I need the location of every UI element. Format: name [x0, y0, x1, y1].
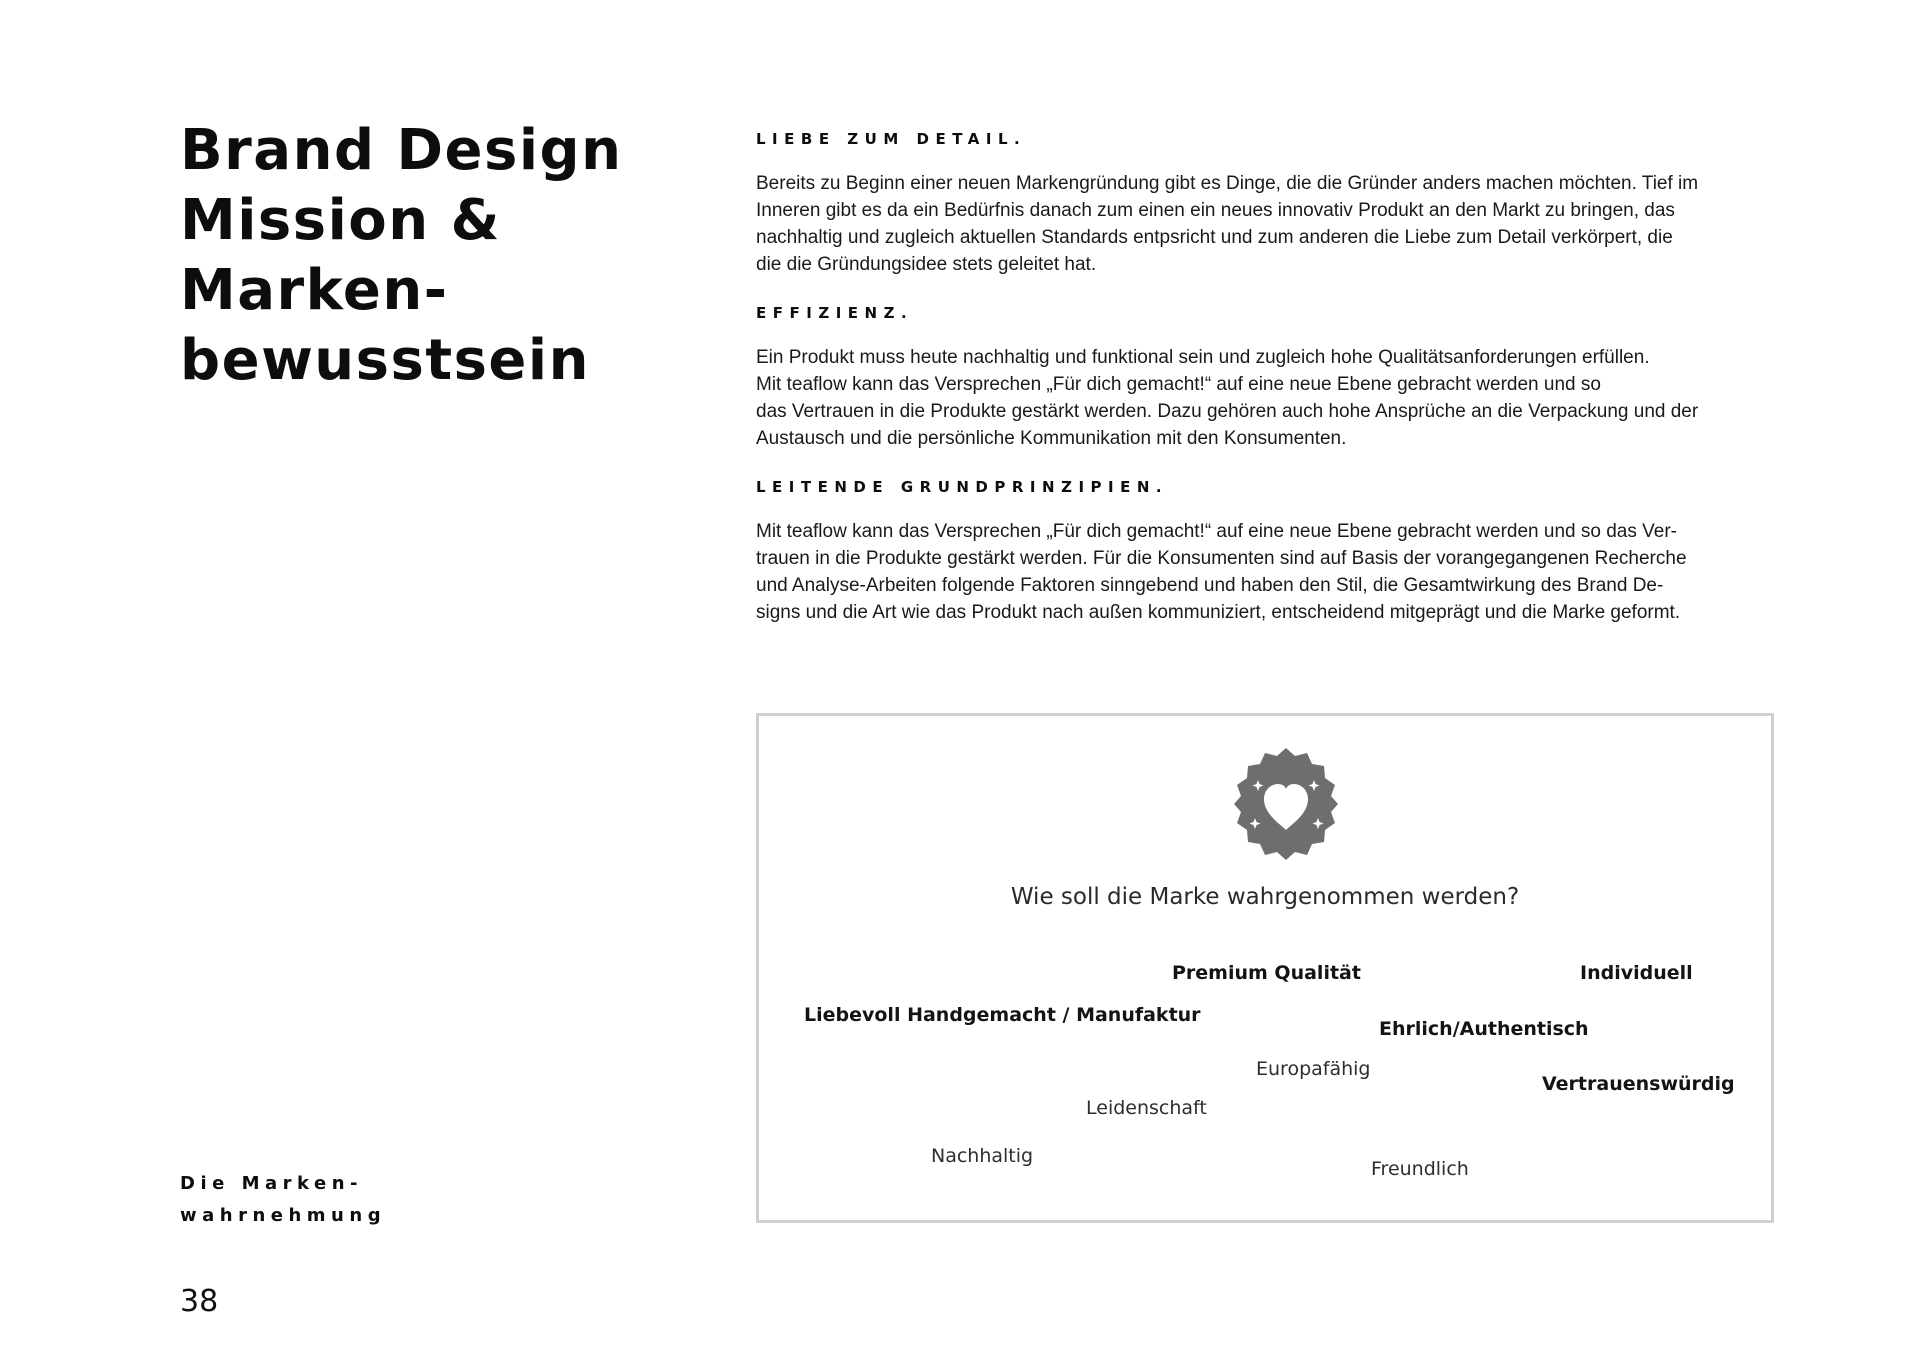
attribute-nachhaltig: Nachhaltig [931, 1145, 1034, 1167]
section-paragraph [756, 518, 1780, 626]
section-leitende-grundprinzipien [756, 478, 1780, 626]
paragraph-line: signs und die Art wie das Produkt nach außen kommuniziert, entscheidend mitgeprägt und die Marke geformt. [756, 602, 1681, 623]
page-title-line: Mission & [180, 188, 501, 253]
section-label [180, 1168, 386, 1232]
section-heading: LEITENDE GRUNDPRINZIPIEN. [756, 478, 1169, 496]
attribute-individuell: Individuell [1580, 962, 1693, 984]
paragraph-line: die die Gründungsidee stets geleitet hat. [756, 254, 1097, 275]
paragraph-line: trauen in die Produkte gestärkt werden. Für die Konsumenten sind auf Basis der vorangegangenen Recherche [756, 548, 1687, 569]
brand-perception-box [756, 713, 1774, 1223]
section-label-line: Die Marken- [180, 1173, 364, 1194]
page-title [180, 116, 700, 396]
paragraph-line: Bereits zu Beginn einer neuen Markengründung gibt es Dinge, die die Gründer anders machen möchten. Tief im [756, 173, 1699, 194]
paragraph-line: Ein Produkt muss heute nachhaltig und funktional sein und zugleich hohe Qualitätsanforderungen erfüllen. [756, 347, 1650, 368]
section-effizienz [756, 304, 1780, 452]
attribute-vertrauenswuerdig: Vertrauenswürdig [1542, 1073, 1735, 1095]
paragraph-line: Austausch und die persönliche Kommunikation mit den Konsumenten. [756, 428, 1347, 449]
attribute-ehrlich-authentisch: Ehrlich/Authentisch [1379, 1018, 1589, 1040]
paragraph-line: und Analyse-Arbeiten folgende Faktoren sinngebend und haben den Stil, die Gesamtwirkung des Brand De- [756, 575, 1664, 596]
paragraph-line: Inneren gibt es da ein Bedürfnis danach zum einen ein neues innovativ Produkt an den Markt zu bringen, das [756, 200, 1675, 221]
section-label-line: wahrnehmung [180, 1205, 387, 1226]
paragraph-line: Mit teaflow kann das Versprechen „Für dich gemacht!“ auf eine neue Ebene gebracht werden und so das Ver- [756, 521, 1677, 542]
section-heading: LIEBE ZUM DETAIL. [756, 130, 1027, 148]
page-title-line: Brand Design [180, 118, 623, 183]
page-number: 38 [180, 1284, 219, 1319]
attribute-liebevoll-handgemacht: Liebevoll Handgemacht / Manufaktur [804, 1004, 1201, 1026]
attribute-premium-qualitaet: Premium Qualität [1172, 962, 1361, 984]
attribute-leidenschaft: Leidenschaft [1086, 1097, 1207, 1119]
attribute-freundlich: Freundlich [1371, 1158, 1469, 1180]
page-title-line: Marken- [180, 258, 449, 323]
perception-question: Wie soll die Marke wahrgenommen werden? [1010, 884, 1520, 910]
text-column [756, 130, 1780, 652]
paragraph-line: Mit teaflow kann das Versprechen „Für dich gemacht!“ auf eine neue Ebene gebracht werden und so [756, 374, 1601, 395]
section-paragraph [756, 344, 1780, 452]
paragraph-line: nachhaltig und zugleich aktuellen Standards entpsricht und zum anderen die Liebe zum Detail verkörpert, die [756, 227, 1673, 248]
section-paragraph [756, 170, 1780, 278]
paragraph-line: das Vertrauen in die Produkte gestärkt werden. Dazu gehören auch hohe Ansprüche an die Verpackung und der [756, 401, 1699, 422]
attribute-europafaehig: Europafähig [1256, 1058, 1371, 1080]
page-title-line: bewusstsein [180, 328, 590, 393]
section-heading: EFFIZIENZ. [756, 304, 914, 322]
heart-badge-icon [1228, 746, 1344, 862]
section-liebe-zum-detail [756, 130, 1780, 278]
